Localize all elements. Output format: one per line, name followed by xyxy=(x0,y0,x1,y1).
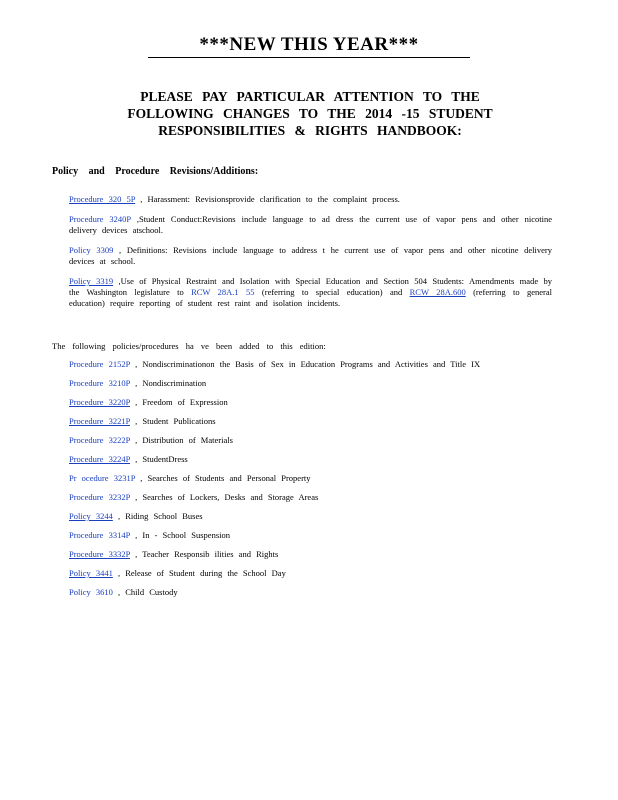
list-item-text: , Harassment: Revisionsprovide clarification to the complaint process. xyxy=(135,194,400,204)
addition-link[interactable]: Procedure 3314P xyxy=(69,530,130,540)
list-item xyxy=(52,276,552,309)
addition-link[interactable]: Policy 3441 xyxy=(69,568,113,578)
list-item xyxy=(52,568,552,579)
list-item-text: ,Student Conduct:Revisions include language to ad dress the current use of vapor pens and other nicotine delivery devices atschool. xyxy=(69,214,553,235)
addition-link[interactable]: Procedure 3221P xyxy=(69,416,130,426)
addition-link[interactable]: Procedure 3220P xyxy=(69,397,130,407)
revisions-heading: Policy and Procedure Revisions/Additions: xyxy=(52,166,259,177)
list-item xyxy=(52,397,552,408)
addition-link[interactable]: Procedure 3210P xyxy=(69,378,130,388)
policy-3309-link[interactable]: Policy 3309 xyxy=(69,245,114,255)
addition-link[interactable]: Policy 3244 xyxy=(69,511,113,521)
list-item-text: , Riding School Buses xyxy=(112,511,203,521)
list-item xyxy=(52,473,552,484)
list-item-text: , Student Publications xyxy=(130,416,216,426)
list-item-text: , Release of Student during the School Day xyxy=(112,568,286,578)
list-item xyxy=(52,492,552,503)
list-item-text: ,Use of Physical Restraint and Isolation with Special Education and Section 504 Students: Amendments made by the Washington legislature to xyxy=(69,276,552,297)
notice-line-3: RESPONSIBILITIES & RIGHTS HANDBOOK: xyxy=(158,123,462,138)
notice-line-2: FOLLOWING CHANGES TO THE 2014 -15 STUDENT xyxy=(127,106,493,121)
addition-link[interactable]: Procedure 3224P xyxy=(69,454,130,464)
rcw-28a155-link[interactable]: RCW 28A.1 55 xyxy=(191,287,255,297)
list-item xyxy=(52,549,552,560)
list-item xyxy=(52,378,552,389)
list-item xyxy=(52,245,552,267)
list-item xyxy=(52,435,552,446)
page-title: ***NEW THIS YEAR*** xyxy=(148,34,470,58)
list-item-text: , Searches of Lockers, Desks and Storage Areas xyxy=(130,492,319,502)
revisions-list xyxy=(52,194,552,318)
list-item xyxy=(52,416,552,427)
list-item xyxy=(52,454,552,465)
list-item xyxy=(52,214,552,236)
list-item-text: , In - School Suspension xyxy=(130,530,230,540)
notice-line-1: PLEASE PAY PARTICULAR ATTENTION TO THE xyxy=(140,89,480,104)
list-item xyxy=(52,511,552,522)
addition-link[interactable]: Pr ocedure 3231P xyxy=(69,473,136,483)
list-item-text: , Definitions: Revisions include language to address t he current use of vapor pens and other nicotine delivery devices at school. xyxy=(69,245,552,266)
list-item xyxy=(52,359,552,370)
addition-link[interactable]: Policy 3610 xyxy=(69,587,113,597)
list-item-text: , Child Custody xyxy=(112,587,178,597)
addition-link[interactable]: Procedure 3222P xyxy=(69,435,130,445)
list-item-text: , Searches of Students and Personal Property xyxy=(135,473,311,483)
list-item xyxy=(52,194,552,205)
additions-intro: The following policies/procedures ha ve been added to this edition: xyxy=(52,341,326,351)
list-item-text: (referring to special education) and xyxy=(254,287,410,297)
rcw-28a600-link[interactable]: RCW 28A.600 xyxy=(409,287,466,297)
addition-link[interactable]: Procedure 2152P xyxy=(69,359,130,369)
list-item-text: , Distribution of Materials xyxy=(130,435,233,445)
list-item-text: , Freedom of Expression xyxy=(130,397,228,407)
addition-link[interactable]: Procedure 3332P xyxy=(69,549,130,559)
list-item-text: (referring to general education) require reporting of student rest raint and isolation incidents. xyxy=(69,287,552,308)
procedure-3240p-link[interactable]: Procedure 3240P xyxy=(69,214,131,224)
addition-link[interactable]: Procedure 3232P xyxy=(69,492,130,502)
procedure-3205p-link[interactable]: Procedure 320 5P xyxy=(69,194,136,204)
policy-3319-link[interactable]: Policy 3319 xyxy=(69,276,114,286)
additions-list xyxy=(52,359,552,606)
list-item-text: , Nondiscrimination xyxy=(130,378,207,388)
list-item xyxy=(52,530,552,541)
list-item xyxy=(52,587,552,598)
list-item-text: , StudentDress xyxy=(130,454,188,464)
list-item-text: , Teacher Responsib ilities and Rights xyxy=(130,549,279,559)
notice-block xyxy=(60,88,560,139)
list-item-text: , Nondiscriminationon the Basis of Sex in Education Programs and Activities and Title IX xyxy=(130,359,481,369)
